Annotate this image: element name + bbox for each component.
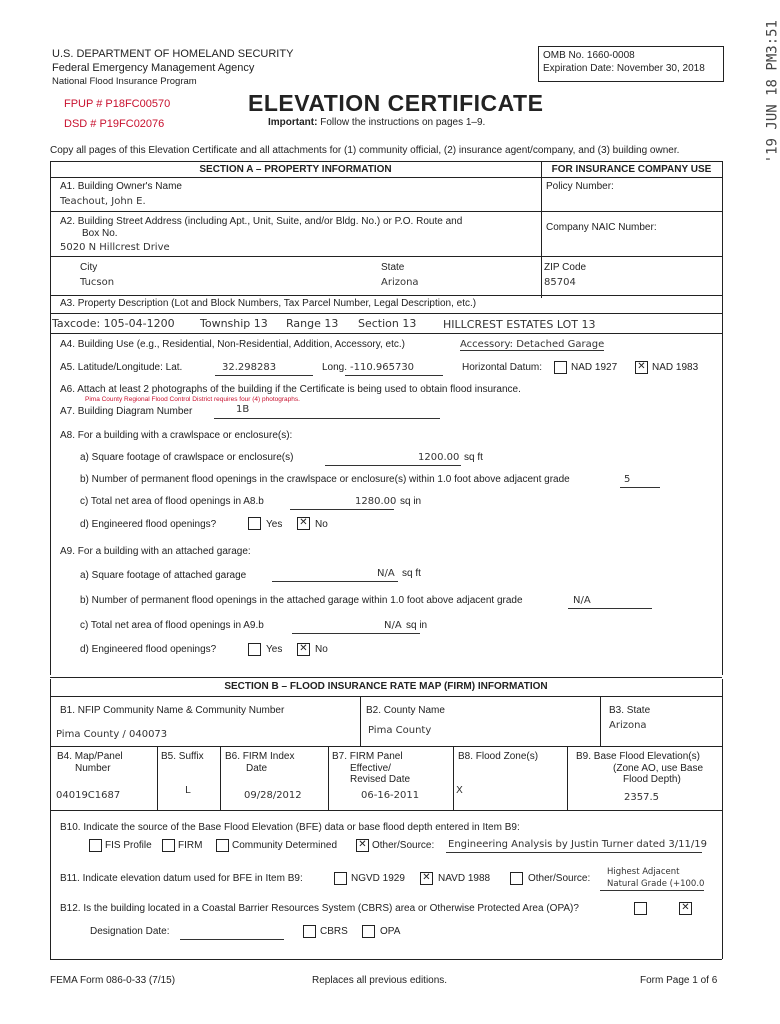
a9c-label: c) Total net area of flood openings in A9.b	[80, 620, 264, 631]
important-note	[268, 117, 485, 128]
b11-label: B11. Indicate elevation datum used for BFE in Item B9:	[60, 873, 303, 884]
b1-community[interactable]: Pima County / 040073	[56, 729, 168, 740]
b7-label: B7. FIRM Panel	[332, 751, 403, 762]
a6-pima-note: Pima County Regional Flood Control District requires four (4) photographs.	[85, 396, 300, 403]
b10-source-value[interactable]: Engineering Analysis by Justin Turner dated 3/11/19	[448, 839, 707, 850]
nad1927-label: NAD 1927	[571, 362, 618, 373]
b5-label: B5. Suffix	[161, 751, 204, 762]
city-value[interactable]: Tucson	[80, 277, 115, 288]
b11-source-value-2[interactable]: Natural Grade (+100.0	[607, 879, 705, 889]
fis-profile-checkbox[interactable]	[89, 839, 102, 852]
firm-checkbox[interactable]	[162, 839, 175, 852]
a9-label: A9. For a building with an attached garage:	[60, 546, 251, 557]
page-title: ELEVATION CERTIFICATE	[248, 90, 544, 116]
a9d-yes-label: Yes	[266, 644, 283, 655]
agency-line-2: Federal Emergency Management Agency	[52, 62, 255, 74]
a2-label-2: Box No.	[82, 228, 118, 239]
a4-label: A4. Building Use (e.g., Residential, Non-Residential, Addition, Accessory, etc.)	[60, 339, 405, 350]
a7-diagram-number[interactable]: 1B	[236, 404, 250, 415]
a8d-yes-checkbox[interactable]	[248, 517, 261, 530]
received-date-stamp: '19 JUN 18 PM3:51	[764, 20, 780, 164]
nad1927-checkbox[interactable]	[554, 361, 567, 374]
a5-latitude[interactable]: 32.298283	[222, 362, 277, 373]
a2-label: A2. Building Street Address (including Apt., Unit, Suite, and/or Bldg. No.) or P.O. Route and	[60, 216, 463, 227]
naic-label: Company NAIC Number:	[546, 222, 657, 233]
state-label: State	[381, 262, 405, 273]
omb-box	[538, 46, 724, 82]
horizontal-datum-label: Horizontal Datum:	[462, 362, 543, 373]
firm-label: FIRM	[178, 840, 203, 851]
b1-label: B1. NFIP Community Name & Community Number	[60, 705, 285, 716]
omb-number: OMB No. 1660-0008	[543, 50, 635, 61]
a9d-no-checkbox[interactable]: ✕	[297, 643, 310, 656]
b2-county[interactable]: Pima County	[368, 725, 432, 736]
b10-label: B10. Indicate the source of the Base Flood Elevation (BFE) data or base flood depth entered in Item B9:	[60, 822, 520, 833]
a5-long-label: Long.	[322, 362, 348, 373]
b12-label: B12. Is the building located in a Coastal Barrier Resources System (CBRS) area or Otherwise Protected Area (OPA)?	[60, 903, 579, 914]
navd-checkbox[interactable]: ✕	[420, 872, 433, 885]
b6-firm-index-date[interactable]: 09/28/2012	[244, 790, 302, 801]
a8a-unit: sq ft	[464, 452, 483, 463]
page-number: Form Page 1 of 6	[640, 975, 718, 986]
important-text: Follow the instructions on pages 1–9.	[320, 117, 486, 128]
b8-flood-zone[interactable]: X	[456, 785, 463, 796]
opa-label: OPA	[380, 926, 401, 937]
fpup-number: FPUP # P18FC00570	[64, 98, 171, 110]
a9d-label: d) Engineered flood openings?	[80, 644, 217, 655]
community-determined-checkbox[interactable]	[216, 839, 229, 852]
zip-value[interactable]: 85704	[544, 277, 576, 288]
a8d-yes-label: Yes	[266, 519, 283, 530]
a3-section[interactable]: Section 13	[358, 317, 417, 330]
cbrs-checkbox[interactable]	[303, 925, 316, 938]
b7-panel-date[interactable]: 06-16-2011	[361, 790, 420, 801]
b9-label-3: Flood Depth)	[623, 774, 681, 785]
b9-label-2: (Zone AO, use Base	[613, 763, 704, 774]
b9-label: B9. Base Flood Elevation(s)	[576, 751, 700, 762]
a8c-label: c) Total net area of flood openings in A8.b	[80, 496, 264, 507]
a4-building-use[interactable]: Accessory: Detached Garage	[460, 339, 605, 350]
a9b-value[interactable]: N/A	[573, 595, 591, 606]
navd-label: NAVD 1988	[438, 873, 491, 884]
b6-label-2: Date	[246, 763, 268, 774]
replaces-note: Replaces all previous editions.	[312, 975, 448, 986]
nad1983-checkbox[interactable]: ✕	[635, 361, 648, 374]
copy-instructions: Copy all pages of this Elevation Certificate and all attachments for (1) community official, (2) insurance agent/company, and (3) building owner.	[50, 145, 680, 156]
designation-date-label: Designation Date:	[90, 926, 170, 937]
a3-lot[interactable]: HILLCREST ESTATES LOT 13	[443, 318, 596, 331]
a5-longitude[interactable]: -110.965730	[350, 362, 415, 373]
b5-suffix[interactable]: L	[185, 785, 191, 796]
b4-label-2: Number	[75, 763, 111, 774]
ngvd-checkbox[interactable]	[334, 872, 347, 885]
form-number: FEMA Form 086-0-33 (7/15)	[50, 975, 176, 986]
a9d-no-label: No	[315, 644, 328, 655]
b7-label-2: Effective/	[350, 763, 391, 774]
insurance-use-title: FOR INSURANCE COMPANY USE	[551, 164, 712, 175]
fis-profile-label: FIS Profile	[105, 840, 152, 851]
a8d-label: d) Engineered flood openings?	[80, 519, 217, 530]
section-b-title: SECTION B – FLOOD INSURANCE RATE MAP (FIRM) INFORMATION	[224, 681, 548, 692]
b10-other-source-label: Other/Source:	[372, 840, 435, 851]
b12-yes-checkbox[interactable]	[634, 902, 647, 915]
a8d-no-checkbox[interactable]: ✕	[297, 517, 310, 530]
b9-bfe[interactable]: 2357.5	[624, 792, 659, 803]
a9a-value[interactable]: N/A	[377, 568, 395, 579]
b2-label: B2. County Name	[366, 705, 445, 716]
section-a-title: SECTION A – PROPERTY INFORMATION	[199, 164, 392, 175]
a8b-label: b) Number of permanent flood openings in the crawlspace or enclosure(s) within 1.0 foot above adjacent grade	[80, 474, 570, 485]
a3-range[interactable]: Range 13	[286, 317, 339, 330]
a3-township[interactable]: Township 13	[200, 317, 268, 330]
b7-label-3: Revised Date	[350, 774, 411, 785]
ngvd-label: NGVD 1929	[351, 873, 405, 884]
a1-label: A1. Building Owner's Name	[60, 181, 182, 192]
b3-state[interactable]: Arizona	[609, 720, 647, 731]
a8-label: A8. For a building with a crawlspace or enclosure(s):	[60, 430, 293, 441]
state-value[interactable]: Arizona	[381, 277, 419, 288]
a2-street-address[interactable]: 5020 N Hillcrest Drive	[60, 242, 170, 253]
city-label: City	[80, 262, 98, 273]
b12-no-checkbox[interactable]: ✕	[679, 902, 692, 915]
a3-label: A3. Property Description (Lot and Block Numbers, Tax Parcel Number, Legal Description, etc.)	[60, 298, 477, 309]
a9a-unit: sq ft	[402, 568, 421, 579]
a8a-label: a) Square footage of crawlspace or enclosure(s)	[80, 452, 294, 463]
a8a-value[interactable]: 1200.00	[418, 452, 460, 463]
nad1983-label: NAD 1983	[652, 362, 699, 373]
opa-checkbox[interactable]	[362, 925, 375, 938]
b4-map-panel[interactable]: 04019C1687	[56, 790, 121, 801]
a3-taxcode[interactable]: Taxcode: 105-04-1200	[52, 317, 175, 330]
policy-number-label: Policy Number:	[546, 181, 614, 192]
a9c-value[interactable]: N/A	[384, 620, 402, 631]
agency-line-1: U.S. DEPARTMENT OF HOMELAND SECURITY	[52, 48, 294, 60]
a9a-label: a) Square footage of attached garage	[80, 570, 247, 581]
important-label: Important:	[268, 117, 318, 128]
b11-other-source-checkbox[interactable]	[510, 872, 523, 885]
b11-other-source-label: Other/Source:	[528, 873, 591, 884]
agency-line-3: National Flood Insurance Program	[52, 76, 197, 87]
a6-label: A6. Attach at least 2 photographs of the building if the Certificate is being used to obtain flood insurance.	[60, 384, 521, 395]
a9c-unit: sq in	[406, 620, 428, 631]
a8c-unit: sq in	[400, 496, 422, 507]
a8b-value[interactable]: 5	[624, 474, 631, 485]
a8d-no-label: No	[315, 519, 328, 530]
a7-label: A7. Building Diagram Number	[60, 406, 193, 417]
community-determined-label: Community Determined	[232, 840, 338, 851]
cbrs-label: CBRS	[320, 926, 348, 937]
dsd-number: DSD # P19FC02076	[64, 118, 165, 130]
a5-label: A5. Latitude/Longitude: Lat.	[60, 362, 183, 373]
b6-label: B6. FIRM Index	[225, 751, 295, 762]
zip-label: ZIP Code	[544, 262, 587, 273]
a8c-value[interactable]: 1280.00	[355, 496, 397, 507]
b11-source-value-1[interactable]: Highest Adjacent	[607, 867, 680, 877]
b8-label: B8. Flood Zone(s)	[458, 751, 539, 762]
b3-label: B3. State	[609, 705, 651, 716]
a1-owner-name[interactable]: Teachout, John E.	[60, 196, 146, 207]
b10-other-source-checkbox[interactable]: ✕	[356, 839, 369, 852]
expiration-date: Expiration Date: November 30, 2018	[543, 63, 705, 74]
b4-label: B4. Map/Panel	[57, 751, 123, 762]
a9b-label: b) Number of permanent flood openings in the attached garage within 1.0 foot above adjacent grade	[80, 595, 523, 606]
a9d-yes-checkbox[interactable]	[248, 643, 261, 656]
